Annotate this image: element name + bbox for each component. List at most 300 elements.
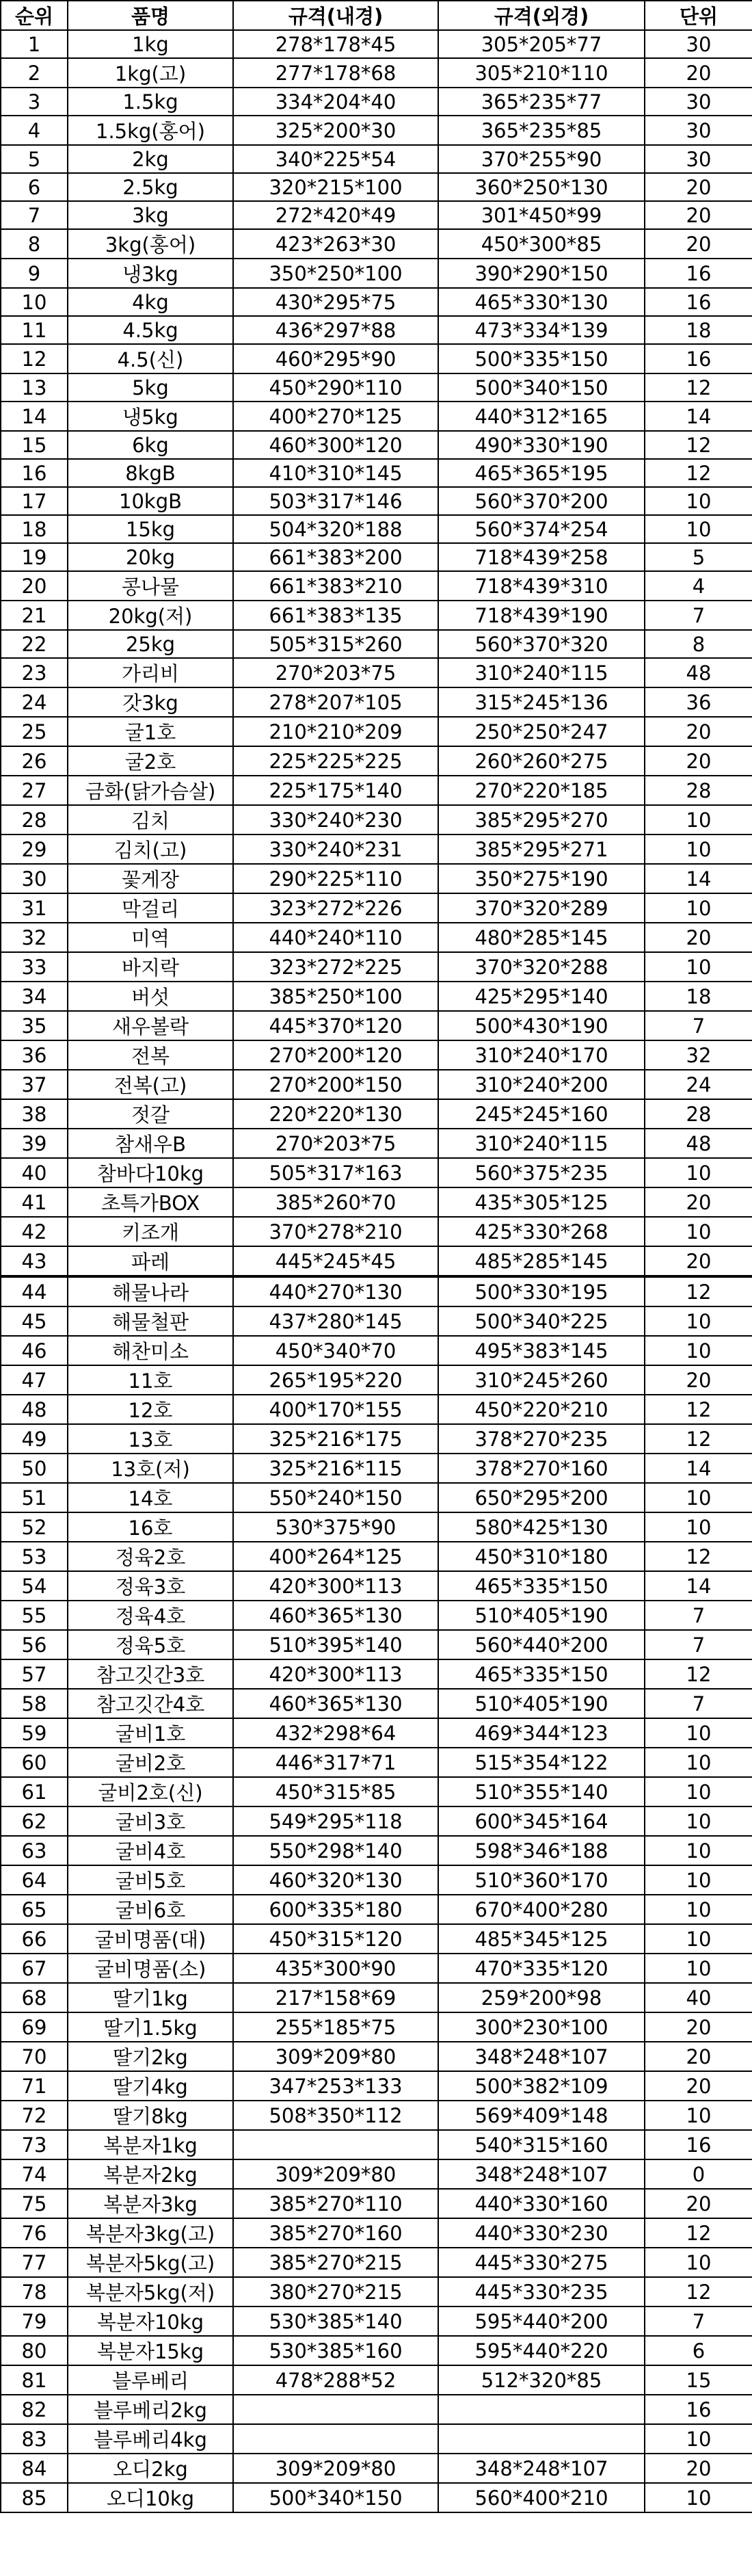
cell-inner-spec: 500*340*150: [233, 2483, 438, 2512]
cell-rank: 24: [1, 687, 68, 717]
cell-rank: 84: [1, 2454, 68, 2483]
cell-inner-spec: 549*295*118: [233, 1806, 438, 1836]
cell-product-name: 미역: [68, 923, 233, 952]
cell-product-name: 정육4호: [68, 1601, 233, 1630]
cell-unit: 20: [645, 2012, 752, 2042]
cell-unit: 20: [645, 201, 752, 229]
cell-rank: 75: [1, 2189, 68, 2218]
cell-outer-spec: 718*439*310: [438, 571, 645, 601]
cell-product-name: 딸기1kg: [68, 1983, 233, 2012]
cell-outer-spec: 445*330*235: [438, 2277, 645, 2306]
table-row: [1, 1217, 752, 1246]
table-row: [1, 1659, 752, 1689]
table-row: [1, 746, 752, 776]
cell-rank: 66: [1, 1924, 68, 1954]
cell-unit: 12: [645, 1395, 752, 1424]
cell-unit: 20: [645, 717, 752, 746]
cell-inner-spec: 325*200*30: [233, 116, 438, 145]
cell-unit: 10: [645, 1217, 752, 1246]
cell-outer-spec: 490*330*190: [438, 431, 645, 459]
cell-inner-spec: 370*278*210: [233, 1217, 438, 1246]
cell-product-name: 굴비4호: [68, 1836, 233, 1865]
cell-inner-spec: 600*335*180: [233, 1895, 438, 1924]
cell-unit: 7: [645, 1601, 752, 1630]
cell-rank: 6: [1, 173, 68, 201]
cell-outer-spec: 718*439*258: [438, 543, 645, 571]
cell-product-name: 25kg: [68, 630, 233, 658]
table-row: [1, 459, 752, 487]
cell-unit: 28: [645, 776, 752, 805]
cell-product-name: 블루베리: [68, 2365, 233, 2395]
cell-rank: 76: [1, 2218, 68, 2248]
cell-outer-spec: 560*440*200: [438, 1630, 645, 1659]
table-row: [1, 1748, 752, 1777]
table-row: [1, 1601, 752, 1630]
cell-outer-spec: 580*425*130: [438, 1512, 645, 1542]
cell-product-name: 4kg: [68, 288, 233, 316]
cell-rank: 67: [1, 1954, 68, 1983]
cell-product-name: 참바다10kg: [68, 1158, 233, 1187]
cell-inner-spec: 265*195*220: [233, 1365, 438, 1395]
cell-product-name: 4.5kg: [68, 316, 233, 344]
cell-inner-spec: 278*207*105: [233, 687, 438, 717]
cell-outer-spec: 500*340*225: [438, 1306, 645, 1336]
cell-unit: 20: [645, 173, 752, 201]
table-row: [1, 373, 752, 402]
cell-unit: 10: [645, 1158, 752, 1187]
cell-inner-spec: 423*263*30: [233, 229, 438, 259]
cell-product-name: 해물나라: [68, 1276, 233, 1306]
cell-unit: 10: [645, 952, 752, 982]
cell-unit: 7: [645, 1011, 752, 1040]
cell-outer-spec: 250*250*247: [438, 717, 645, 746]
cell-inner-spec: 277*178*68: [233, 58, 438, 88]
cell-outer-spec: 500*335*150: [438, 344, 645, 373]
cell-rank: 21: [1, 601, 68, 630]
cell-product-name: 해물철판: [68, 1306, 233, 1336]
cell-rank: 85: [1, 2483, 68, 2512]
cell-rank: 46: [1, 1336, 68, 1365]
table-row: [1, 2189, 752, 2218]
cell-outer-spec: 440*330*230: [438, 2218, 645, 2248]
cell-rank: 2: [1, 58, 68, 88]
cell-product-name: 초특가BOX: [68, 1187, 233, 1217]
cell-outer-spec: 360*250*130: [438, 173, 645, 201]
cell-rank: 37: [1, 1070, 68, 1099]
cell-inner-spec: 450*315*120: [233, 1924, 438, 1954]
cell-inner-spec: 330*240*231: [233, 834, 438, 864]
cell-inner-spec: 385*270*160: [233, 2218, 438, 2248]
cell-product-name: 버섯: [68, 982, 233, 1011]
table-row: [1, 893, 752, 923]
cell-outer-spec: 390*290*150: [438, 259, 645, 288]
cell-unit: 7: [645, 601, 752, 630]
table-row: [1, 1187, 752, 1217]
cell-rank: 36: [1, 1040, 68, 1070]
cell-outer-spec: 500*340*150: [438, 373, 645, 402]
cell-product-name: 복분자5kg(고): [68, 2248, 233, 2277]
cell-inner-spec: 505*315*260: [233, 630, 438, 658]
table-row: [1, 1336, 752, 1365]
cell-outer-spec: 348*248*107: [438, 2042, 645, 2071]
cell-unit: 20: [645, 2454, 752, 2483]
table-row: [1, 1924, 752, 1954]
cell-rank: 74: [1, 2159, 68, 2189]
cell-rank: 39: [1, 1129, 68, 1158]
cell-unit: 30: [645, 145, 752, 173]
cell-rank: 60: [1, 1748, 68, 1777]
cell-rank: 62: [1, 1806, 68, 1836]
cell-rank: 20: [1, 571, 68, 601]
cell-rank: 78: [1, 2277, 68, 2306]
cell-rank: 26: [1, 746, 68, 776]
cell-outer-spec: 310*245*260: [438, 1365, 645, 1395]
cell-outer-spec: 259*200*98: [438, 1983, 645, 2012]
table-row: [1, 1306, 752, 1336]
cell-outer-spec: 510*405*190: [438, 1689, 645, 1718]
cell-inner-spec: 530*385*140: [233, 2306, 438, 2336]
table-row: [1, 1454, 752, 1483]
cell-rank: 11: [1, 316, 68, 344]
cell-rank: 33: [1, 952, 68, 982]
cell-inner-spec: 445*370*120: [233, 1011, 438, 1040]
cell-inner-spec: 210*210*209: [233, 717, 438, 746]
table-row: [1, 658, 752, 687]
cell-rank: 54: [1, 1571, 68, 1601]
cell-outer-spec: 650*295*200: [438, 1483, 645, 1512]
cell-outer-spec: 365*235*85: [438, 116, 645, 145]
cell-inner-spec: 220*220*130: [233, 1099, 438, 1129]
cell-product-name: 정육5호: [68, 1630, 233, 1659]
cell-rank: 68: [1, 1983, 68, 2012]
cell-rank: 69: [1, 2012, 68, 2042]
cell-unit: 15: [645, 2365, 752, 2395]
cell-outer-spec: 465*365*195: [438, 459, 645, 487]
table-row: [1, 864, 752, 893]
cell-outer-spec: 560*370*200: [438, 487, 645, 515]
cell-inner-spec: 530*385*160: [233, 2336, 438, 2365]
table-row: [1, 1571, 752, 1601]
cell-rank: 63: [1, 1836, 68, 1865]
cell-product-name: 참새우B: [68, 1129, 233, 1158]
cell-unit: 10: [645, 1806, 752, 1836]
cell-rank: 72: [1, 2101, 68, 2130]
cell-rank: 81: [1, 2365, 68, 2395]
cell-inner-spec: 446*317*71: [233, 1748, 438, 1777]
cell-rank: 44: [1, 1276, 68, 1306]
cell-rank: 51: [1, 1483, 68, 1512]
cell-product-name: 바지락: [68, 952, 233, 982]
cell-product-name: 복분자2kg: [68, 2159, 233, 2189]
cell-unit: 12: [645, 1424, 752, 1454]
cell-rank: 79: [1, 2306, 68, 2336]
cell-inner-spec: 550*240*150: [233, 1483, 438, 1512]
cell-rank: 16: [1, 459, 68, 487]
cell-unit: 20: [645, 2071, 752, 2101]
cell-rank: 48: [1, 1395, 68, 1424]
cell-unit: 30: [645, 88, 752, 116]
cell-outer-spec: 315*245*136: [438, 687, 645, 717]
cell-inner-spec: 255*185*75: [233, 2012, 438, 2042]
table-row: [1, 58, 752, 88]
cell-rank: 27: [1, 776, 68, 805]
cell-outer-spec: 718*439*190: [438, 601, 645, 630]
cell-outer-spec: 485*345*125: [438, 1924, 645, 1954]
cell-inner-spec: 385*260*70: [233, 1187, 438, 1217]
cell-inner-spec: 340*225*54: [233, 145, 438, 173]
cell-outer-spec: 595*440*200: [438, 2306, 645, 2336]
cell-outer-spec: 301*450*99: [438, 201, 645, 229]
cell-unit: 10: [645, 805, 752, 834]
cell-rank: 15: [1, 431, 68, 459]
cell-outer-spec: 512*320*85: [438, 2365, 645, 2395]
cell-outer-spec: 500*430*190: [438, 1011, 645, 1040]
cell-product-name: 전복(고): [68, 1070, 233, 1099]
cell-product-name: 가리비: [68, 658, 233, 687]
cell-outer-spec: 260*260*275: [438, 746, 645, 776]
cell-rank: 77: [1, 2248, 68, 2277]
cell-product-name: 새우볼락: [68, 1011, 233, 1040]
cell-outer-spec: 385*295*271: [438, 834, 645, 864]
cell-product-name: 굴비명품(소): [68, 1954, 233, 1983]
cell-outer-spec: 370*320*288: [438, 952, 645, 982]
table-row: [1, 1424, 752, 1454]
table-row: [1, 2130, 752, 2159]
table-row: [1, 601, 752, 630]
cell-outer-spec: 495*383*145: [438, 1336, 645, 1365]
cell-product-name: 냉3kg: [68, 259, 233, 288]
table-row: [1, 1689, 752, 1718]
cell-inner-spec: 450*290*110: [233, 373, 438, 402]
cell-unit: 10: [645, 1483, 752, 1512]
cell-rank: 25: [1, 717, 68, 746]
cell-product-name: 15kg: [68, 515, 233, 543]
cell-product-name: 굴비1호: [68, 1718, 233, 1748]
cell-product-name: 전복: [68, 1040, 233, 1070]
cell-product-name: 굴비2호: [68, 1748, 233, 1777]
header-product-name: 품명: [68, 1, 233, 30]
cell-product-name: 해찬미소: [68, 1336, 233, 1365]
cell-inner-spec: 320*215*100: [233, 173, 438, 201]
cell-unit: 10: [645, 2424, 752, 2454]
cell-product-name: 딸기2kg: [68, 2042, 233, 2071]
cell-outer-spec: 385*295*270: [438, 805, 645, 834]
cell-product-name: 12호: [68, 1395, 233, 1424]
cell-outer-spec: 245*245*160: [438, 1099, 645, 1129]
cell-inner-spec: 450*340*70: [233, 1336, 438, 1365]
cell-unit: 30: [645, 30, 752, 58]
cell-rank: 1: [1, 30, 68, 58]
cell-rank: 70: [1, 2042, 68, 2071]
cell-product-name: 키조개: [68, 1217, 233, 1246]
cell-product-name: 1kg(고): [68, 58, 233, 88]
cell-unit: 10: [645, 1777, 752, 1806]
cell-product-name: 정육2호: [68, 1542, 233, 1571]
cell-inner-spec: 508*350*112: [233, 2101, 438, 2130]
cell-product-name: 복분자10kg: [68, 2306, 233, 2336]
cell-rank: 18: [1, 515, 68, 543]
cell-product-name: 5kg: [68, 373, 233, 402]
cell-inner-spec: 309*209*80: [233, 2454, 438, 2483]
cell-product-name: 딸기1.5kg: [68, 2012, 233, 2042]
cell-product-name: 복분자5kg(저): [68, 2277, 233, 2306]
cell-unit: 24: [645, 1070, 752, 1099]
cell-rank: 32: [1, 923, 68, 952]
cell-unit: 16: [645, 259, 752, 288]
table-row: [1, 2012, 752, 2042]
cell-rank: 71: [1, 2071, 68, 2101]
cell-unit: 10: [645, 2101, 752, 2130]
table-row: [1, 2424, 752, 2454]
table-row: [1, 630, 752, 658]
cell-unit: 36: [645, 687, 752, 717]
cell-unit: 28: [645, 1099, 752, 1129]
cell-rank: 61: [1, 1777, 68, 1806]
table-row: [1, 1129, 752, 1158]
table-row: [1, 2395, 752, 2424]
cell-inner-spec: 510*395*140: [233, 1630, 438, 1659]
cell-product-name: 13호: [68, 1424, 233, 1454]
cell-outer-spec: 425*330*268: [438, 1217, 645, 1246]
cell-outer-spec: 370*255*90: [438, 145, 645, 173]
cell-inner-spec: 278*178*45: [233, 30, 438, 58]
cell-product-name: 굴비6호: [68, 1895, 233, 1924]
table-row: [1, 982, 752, 1011]
cell-product-name: 8kgB: [68, 459, 233, 487]
cell-rank: 83: [1, 2424, 68, 2454]
table-row: [1, 805, 752, 834]
table-row: [1, 1070, 752, 1099]
table-row: [1, 116, 752, 145]
cell-product-name: 금화(닭가슴살): [68, 776, 233, 805]
table-row: [1, 2483, 752, 2512]
cell-unit: 20: [645, 1365, 752, 1395]
cell-inner-spec: 309*209*80: [233, 2042, 438, 2071]
cell-product-name: 김치(고): [68, 834, 233, 864]
cell-outer-spec: 440*312*165: [438, 402, 645, 431]
cell-inner-spec: 400*270*125: [233, 402, 438, 431]
cell-unit: 10: [645, 1718, 752, 1748]
cell-rank: 23: [1, 658, 68, 687]
cell-rank: 41: [1, 1187, 68, 1217]
cell-product-name: 복분자15kg: [68, 2336, 233, 2365]
cell-unit: 30: [645, 116, 752, 145]
cell-outer-spec: 510*405*190: [438, 1601, 645, 1630]
cell-inner-spec: [233, 2130, 438, 2159]
cell-inner-spec: 460*365*130: [233, 1689, 438, 1718]
cell-product-name: 굴비2호(신): [68, 1777, 233, 1806]
cell-inner-spec: 347*253*133: [233, 2071, 438, 2101]
cell-unit: 32: [645, 1040, 752, 1070]
cell-rank: 50: [1, 1454, 68, 1483]
cell-outer-spec: 560*400*210: [438, 2483, 645, 2512]
table-row: [1, 30, 752, 58]
cell-inner-spec: 460*300*120: [233, 431, 438, 459]
cell-inner-spec: 450*315*85: [233, 1777, 438, 1806]
cell-rank: 64: [1, 1865, 68, 1895]
cell-unit: 10: [645, 487, 752, 515]
cell-outer-spec: 473*334*139: [438, 316, 645, 344]
cell-unit: 0: [645, 2159, 752, 2189]
table-row: [1, 1512, 752, 1542]
cell-outer-spec: 500*330*195: [438, 1276, 645, 1306]
table-row: [1, 515, 752, 543]
table-row: [1, 1806, 752, 1836]
cell-product-name: 젓갈: [68, 1099, 233, 1129]
cell-rank: 55: [1, 1601, 68, 1630]
table-row: [1, 1276, 752, 1306]
table-row: [1, 571, 752, 601]
table-row: [1, 1865, 752, 1895]
table-row: [1, 776, 752, 805]
cell-unit: 20: [645, 923, 752, 952]
cell-unit: 48: [645, 658, 752, 687]
cell-product-name: 16호: [68, 1512, 233, 1542]
cell-rank: 82: [1, 2395, 68, 2424]
cell-outer-spec: 348*248*107: [438, 2159, 645, 2189]
table-row: [1, 2042, 752, 2071]
cell-outer-spec: 598*346*188: [438, 1836, 645, 1865]
cell-rank: 59: [1, 1718, 68, 1748]
cell-outer-spec: 300*230*100: [438, 2012, 645, 2042]
cell-product-name: 블루베리2kg: [68, 2395, 233, 2424]
cell-unit: 16: [645, 344, 752, 373]
cell-rank: 47: [1, 1365, 68, 1395]
cell-product-name: 10kgB: [68, 487, 233, 515]
cell-outer-spec: 510*355*140: [438, 1777, 645, 1806]
cell-product-name: 굴1호: [68, 717, 233, 746]
cell-inner-spec: 323*272*226: [233, 893, 438, 923]
cell-unit: 20: [645, 229, 752, 259]
cell-rank: 53: [1, 1542, 68, 1571]
cell-outer-spec: [438, 2424, 645, 2454]
cell-rank: 3: [1, 88, 68, 116]
cell-product-name: 1kg: [68, 30, 233, 58]
cell-rank: 73: [1, 2130, 68, 2159]
cell-inner-spec: 270*200*120: [233, 1040, 438, 1070]
cell-product-name: 딸기4kg: [68, 2071, 233, 2101]
cell-product-name: 갓3kg: [68, 687, 233, 717]
cell-inner-spec: 270*200*150: [233, 1070, 438, 1099]
cell-outer-spec: 470*335*120: [438, 1954, 645, 1983]
cell-rank: 8: [1, 229, 68, 259]
cell-unit: 14: [645, 864, 752, 893]
cell-product-name: 6kg: [68, 431, 233, 459]
cell-rank: 38: [1, 1099, 68, 1129]
cell-inner-spec: 400*264*125: [233, 1542, 438, 1571]
cell-unit: 12: [645, 431, 752, 459]
cell-outer-spec: 365*235*77: [438, 88, 645, 116]
cell-unit: 5: [645, 543, 752, 571]
cell-unit: 12: [645, 2277, 752, 2306]
cell-rank: 65: [1, 1895, 68, 1924]
table-row: [1, 2071, 752, 2101]
cell-unit: 12: [645, 459, 752, 487]
cell-unit: 12: [645, 2218, 752, 2248]
cell-inner-spec: 505*317*163: [233, 1158, 438, 1187]
cell-rank: 22: [1, 630, 68, 658]
cell-outer-spec: 600*345*164: [438, 1806, 645, 1836]
cell-rank: 57: [1, 1659, 68, 1689]
cell-product-name: 11호: [68, 1365, 233, 1395]
cell-inner-spec: 380*270*215: [233, 2277, 438, 2306]
cell-product-name: 20kg(저): [68, 601, 233, 630]
table-row: [1, 2365, 752, 2395]
table-row: [1, 288, 752, 316]
cell-rank: 19: [1, 543, 68, 571]
cell-unit: 12: [645, 1276, 752, 1306]
cell-product-name: 참고깃간3호: [68, 1659, 233, 1689]
